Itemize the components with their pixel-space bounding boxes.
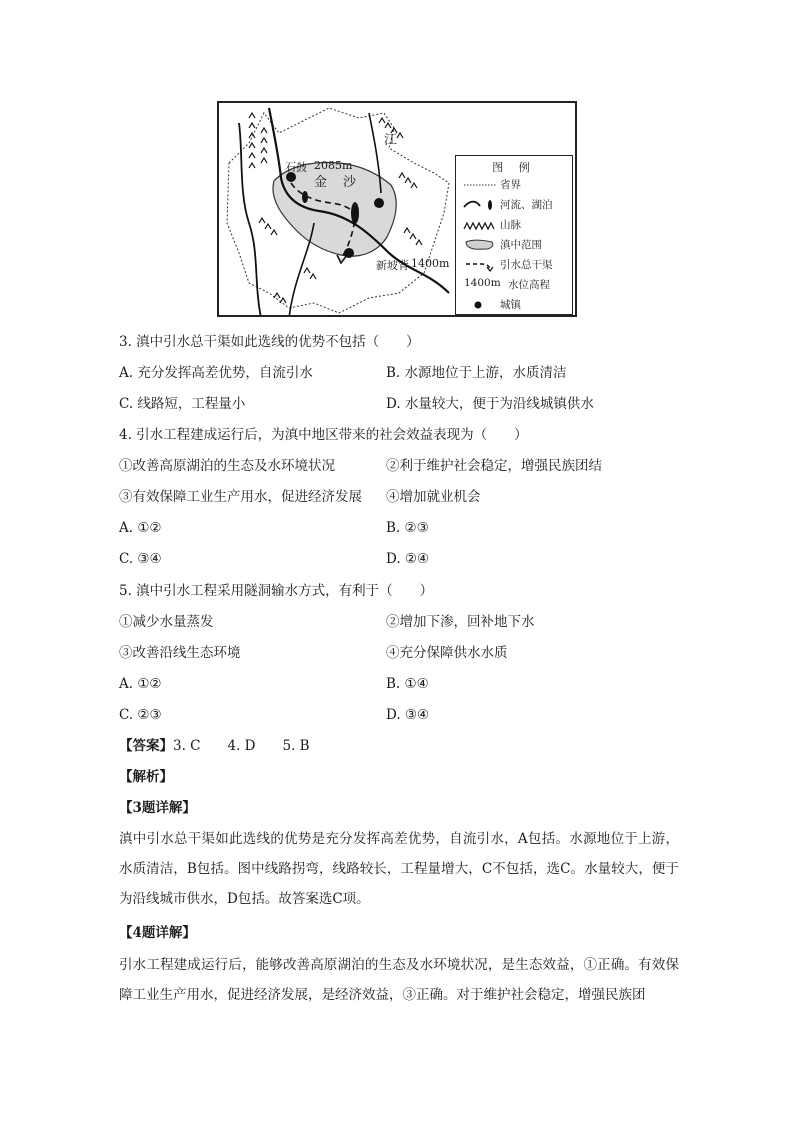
legend-label: 河流、湖泊	[500, 199, 553, 211]
legend-row-elevation	[460, 276, 572, 294]
label-shigu-elev: 2085m	[314, 159, 353, 172]
legend-row-mountain	[460, 216, 572, 234]
legend-label: 省界	[500, 179, 521, 191]
label-jin: 金	[314, 175, 328, 190]
label-sha: 沙	[343, 175, 357, 190]
answer-text: 3. C 4. D 5. B	[173, 738, 310, 754]
legend-elev-sample: 1400m	[464, 277, 501, 289]
range-symbol-icon	[462, 238, 498, 252]
answer-label: 【答案】	[119, 738, 173, 754]
label-jiang: 江	[384, 133, 398, 148]
q4-option-a: A. ①②	[119, 520, 162, 536]
q4-option-c: C. ③④	[119, 551, 162, 567]
town-kunming	[374, 198, 384, 208]
legend-label: 滇中范围	[500, 239, 542, 251]
q3-detail-text: 滇中引水总干渠如此选线的优势是充分发挥高差优势，自流引水，A包括。水源地位于上游，水质清洁，B包括。图中线路拐弯，线路较长，工程量增大，C不包括，选C。水量较大，便于为沿线城市供水，D包括。故答案选C项。	[119, 831, 679, 907]
q4-stem: 4. 引水工程建成运行后，为滇中地区带来的社会效益表现为（ ）	[119, 427, 528, 443]
lake-dianchi	[351, 202, 359, 224]
q5-option-a: A. ①②	[119, 676, 162, 692]
q4-detail-label: 【4题详解】	[119, 925, 196, 941]
q3-option-c: C. 线路短，工程量小	[119, 396, 246, 412]
river-symbol-icon	[462, 198, 498, 212]
boundary-symbol-icon	[462, 178, 498, 192]
legend-row-boundary	[460, 176, 572, 194]
legend-row-canal	[460, 256, 572, 274]
q5-item-2: ②增加下渗，回补地下水	[386, 614, 535, 630]
q4-item-4: ④增加就业机会	[386, 489, 481, 505]
q5-item-3: ③改善沿线生态环境	[119, 645, 241, 661]
legend-label: 水位高程	[508, 279, 550, 291]
river-west	[239, 123, 261, 317]
q3-stem: 3. 滇中引水总干渠如此选线的优势不包括（ ）	[119, 334, 420, 350]
river-south	[289, 223, 314, 317]
label-shigu: 石鼓	[285, 161, 307, 174]
analysis-label: 【解析】	[119, 769, 173, 785]
legend-label: 山脉	[500, 219, 521, 231]
q4-item-1: ①改善高原湖泊的生态及水环境状况	[119, 458, 335, 474]
q4-item-2: ②利于维护社会稳定，增强民族团结	[386, 458, 602, 474]
q3-detail-label: 【3题详解】	[119, 800, 196, 816]
q3-option-b: B. 水源地位于上游，水质清洁	[386, 365, 567, 381]
answer-line	[119, 737, 310, 755]
q4-item-3: ③有效保障工业生产用水，促进经济发展	[119, 489, 362, 505]
q4-option-b: B. ②③	[386, 520, 429, 536]
canal-symbol-icon	[462, 258, 498, 272]
legend-title: 图 例	[492, 161, 536, 174]
q5-stem: 5. 滇中引水工程采用隧洞输水方式，有利于（ ）	[119, 583, 434, 599]
q3-option-a: A. 充分发挥高差优势，自流引水	[119, 365, 313, 381]
q4-option-d: D. ②④	[386, 551, 430, 567]
legend-label: 引水总干渠	[500, 259, 553, 271]
mountain-symbol-icon	[462, 218, 498, 232]
q5-option-b: B. ①④	[386, 676, 429, 692]
q4-detail-text: 引水工程建成运行后，能够改善高原湖泊的生态及水环境状况，是生态效益，①正确。有效保障工业生产用水，促进经济发展，是经济效益，③正确。对于维护社会稳定，增强民族团	[119, 957, 679, 1003]
legend-label: 城镇	[500, 299, 521, 311]
q3-option-d: D. 水量较大，便于为沿线城镇供水	[386, 396, 594, 412]
label-xinpobei-elev: 1400m	[411, 257, 450, 270]
label-xinpobei: 新坡背	[376, 259, 409, 272]
q5-option-c: C. ②③	[119, 707, 162, 723]
map-legend	[455, 155, 573, 315]
q5-item-1: ①减少水量蒸发	[119, 614, 214, 630]
legend-row-town	[460, 296, 572, 314]
map-figure	[217, 101, 577, 317]
town-xinpobei	[344, 248, 354, 258]
legend-row-range	[460, 236, 572, 254]
q5-item-4: ④充分保障供水水质	[386, 645, 508, 661]
q5-option-d: D. ③④	[386, 707, 430, 723]
lake-erhai	[302, 191, 308, 203]
town-symbol-icon	[462, 298, 498, 312]
legend-row-river	[460, 196, 572, 214]
